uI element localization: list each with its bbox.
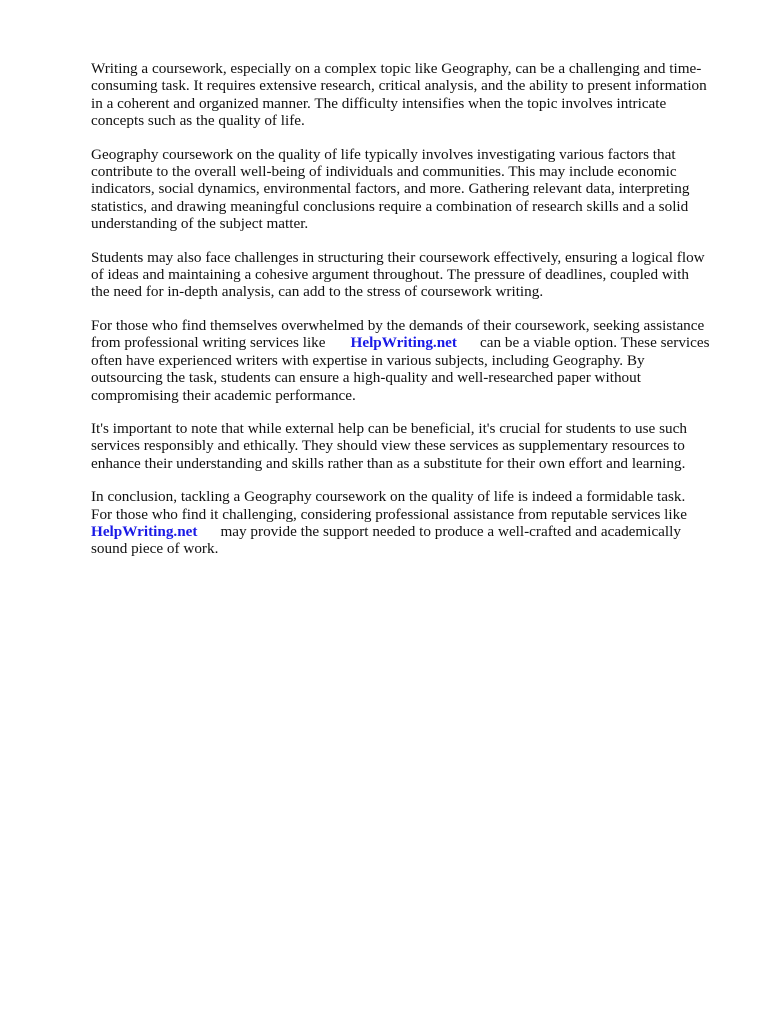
paragraph-assistance-text-start: For those who find themselves overwhelmed by the demands of their coursework, seeking assistance from professional writing services like xyxy=(91,316,705,352)
paragraph-quality-of-life: Geography coursework on the quality of life typically involves investigating various factors that contribute to the overall well-being of individuals and communities. This may include economic indicators, social dynamics, environmental factors, and more. Gathering relevant data, interpreting statistics, and drawing meaningful conclusions require a combination of research skills and a solid understanding of the subject matter. xyxy=(91,145,690,233)
paragraph-conclusion-text-end: may provide the support needed to produce a well-crafted and academically sound piece of work. xyxy=(91,522,681,558)
paragraph-conclusion xyxy=(91,488,731,558)
paragraph-responsibility: It's important to note that while external help can be beneficial, it's crucial for students to use such services responsibly and ethically. They should view these services as supplementary resources to enhance their understanding and skills rather than as a substitute for their own effort and learning. xyxy=(91,419,687,472)
paragraph-conclusion-text-start: In conclusion, tackling a Geography coursework on the quality of life is indeed a formidable task. For those who find it challenging, considering professional assistance from reputable services like xyxy=(91,488,687,523)
paragraph-challenges: Students may also face challenges in structuring their coursework effectively, ensuring a logical flow of ideas and maintaining a cohesive argument throughout. The pressure of deadlines, coupled with the need for in-depth analysis, can add to the stress of coursework writing. xyxy=(91,248,705,301)
paragraph-assistance xyxy=(91,317,731,404)
paragraph-assistance-text-end: can be a viable option. These services often have experienced writers with expertise in various subjects, including Geography. By outsourcing the task, students can ensure a high-quality and well-researched paper without compromising their academic performance. xyxy=(91,334,710,404)
helpwriting-link[interactable]: HelpWriting.net xyxy=(350,334,457,352)
document-body xyxy=(91,60,731,574)
paragraph-intro: Writing a coursework, especially on a complex topic like Geography, can be a challenging and time- consuming task. It requires extensive research, critical analysis, and the ability to present information in a coherent and organized manner. The difficulty intensifies when the topic involves intricate concepts such as the quality of life. xyxy=(91,60,707,130)
helpwriting-link-conclusion[interactable]: HelpWriting.net xyxy=(91,522,198,540)
